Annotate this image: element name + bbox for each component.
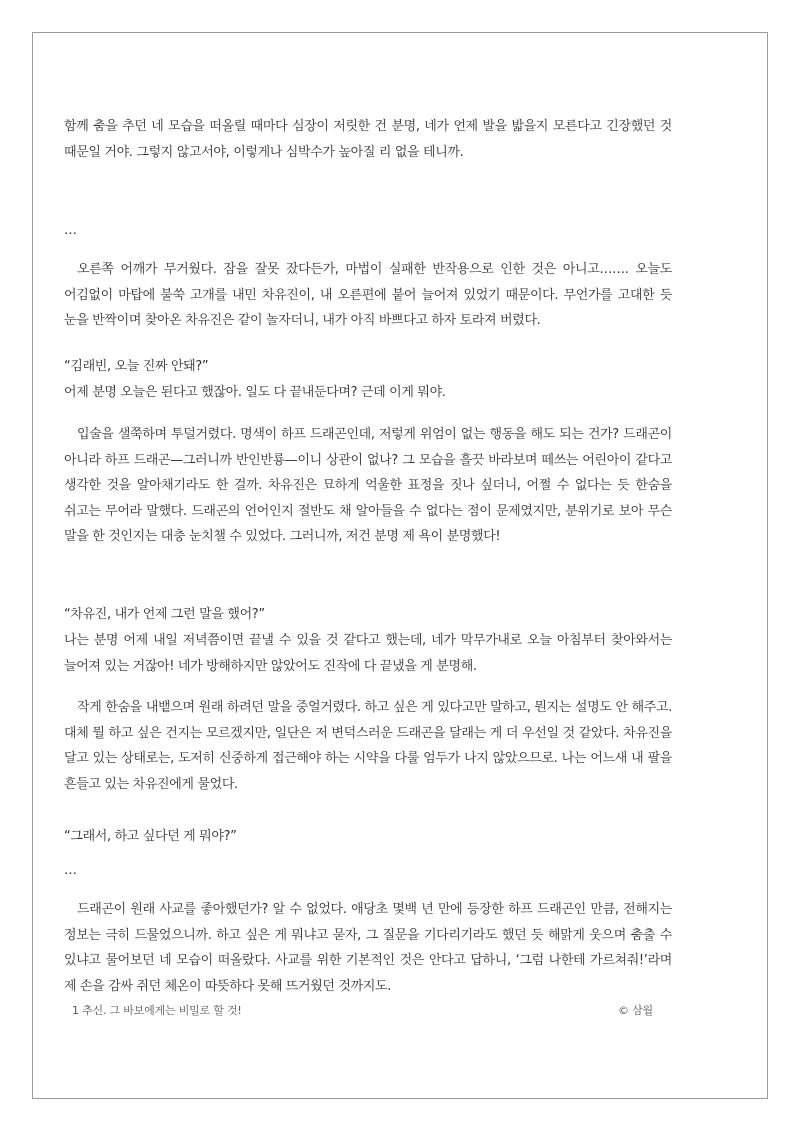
thought-line: 어제 분명 오늘은 된다고 했잖아. 일도 다 끝내둔다며? 근데 이게 뭐야. — [64, 385, 446, 400]
copyright: © 삼월 — [618, 1004, 653, 1017]
ellipsis-separator: … — [64, 223, 77, 238]
footnote: 1 추신. 그 바보에게는 비밀로 할 것! — [72, 1004, 242, 1017]
thought-line: 나는 분명 어제 내일 저녁쯤이면 끝낼 수 있을 것 같다고 했는데, 네가 막무가내로 오늘 아침부터 찾아와서는 늘어져 있는 거잖아! 네가 방해하지만 않았어도 진작에 다 끝냈을 게 분명해. — [64, 633, 672, 674]
paragraph: 오른쪽 어깨가 무거웠다. 잠을 잘못 잤다든가, 마법이 실패한 반작용으로 인한 것은 아니고……. 오늘도 어김없이 마탑에 불쑥 고개를 내민 차유진이, 내 오른편에 붙어 늘어져 있었기 때문이다. 무언가를 고대한 듯 눈을 반짝이며 찾아온 차유진은 같이 놀자더니, 내가 아직 바쁘다고 하자 토라져 버렸다. — [64, 262, 672, 328]
dialogue-line: “그래서, 하고 싶다던 게 뭐야?” — [64, 829, 237, 844]
paragraph: 작게 한숨을 내뱉으며 원래 하려던 말을 중얼거렸다. 하고 싶은 게 있다고만 말하고, 뭔지는 설명도 안 해주고. 대체 뭘 하고 싶은 건지는 모르겠지만, 일단은 저 변덕스러운 드래곤을 달래는 게 더 우선일 것 같았다. 차유진을 달고 있는 상태로는, 도저히 신중하게 접근해야 하는 시약을 다룰 엄두가 나지 않았으므로. 나는 어느새 내 팔을 흔들고 있는 차유진에게 물었다. — [64, 700, 672, 792]
dialogue-line: “차유진, 내가 언제 그런 말을 했어?” — [64, 607, 265, 622]
ellipsis-separator: … — [64, 863, 77, 878]
paragraph-opening: 함께 춤을 추던 네 모습을 떠올릴 때마다 심장이 저릿한 건 분명, 네가 언제 발을 밟을지 모른다고 긴장했던 것 때문일 거야. 그렇지 않고서야, 이렇게나 심박수가 높아질 리 없을 테니까. — [64, 119, 672, 160]
dialogue-line: “김래빈, 오늘 진짜 안돼?” — [64, 359, 209, 374]
paragraph: 드래곤이 원래 사교를 좋아했던가? 알 수 없었다. 애당초 몇백 년 만에 등장한 하프 드래곤인 만큼, 전해지는 정보는 극히 드물었으니까. 하고 싶은 게 뭐냐고 묻자, 그 질문을 기다리기라도 했던 듯 해맑게 웃으며 춤출 수 있냐고 물어보던 네 모습이 떠올랐다. 사교를 위한 기본적인 것은 안다고 답하니, ‘그럼 나한테 가르쳐줘!’라며 제 손을 감싸 쥐던 체온이 따뜻하다 못해 뜨거웠던 것까지도. — [64, 902, 672, 994]
paragraph: 입술을 샐쭉하며 투덜거렸다. 명색이 하프 드래곤인데, 저렇게 위엄이 없는 행동을 해도 되는 건가? 드래곤이 아니라 하프 드래곤—그러니까 반인반룡—이니 상관이 없나? 그 모습을 흘끗 바라보며 떼쓰는 어린아이 같다고 생각한 것을 알아채기라도 한 걸까. 차유진은 묘하게 억울한 표정을 짓나 싶더니, 어쩔 수 없다는 듯 한숨을 쉬고는 무어라 말했다. 드래곤의 언어인지 절반도 채 알아들을 수 없다는 점이 문제였지만, 분위기로 보아 무슨 말을 한 것인지는 대충 눈치챌 수 있었다. 그러니까, 저건 분명 제 욕이 분명했다! — [64, 427, 672, 544]
